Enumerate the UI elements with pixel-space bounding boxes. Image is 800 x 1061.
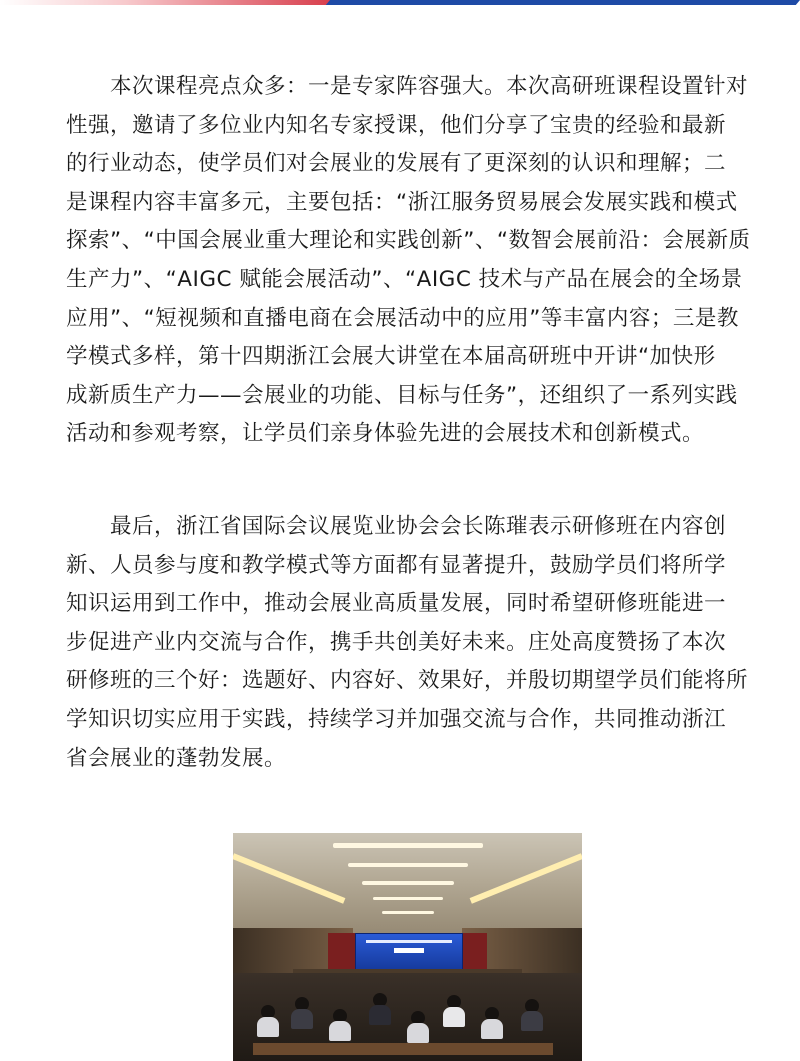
attendee-body bbox=[443, 1007, 465, 1027]
ceiling-light bbox=[333, 843, 483, 848]
ceiling-light bbox=[382, 911, 434, 914]
top-accent-blue bbox=[326, 0, 800, 5]
paragraph-line: 性强，邀请了多位业内知名专家授课，他们分享了宝贵的经验和最新 bbox=[66, 112, 727, 138]
paragraph-line: 学模式多样，第十四期浙江会展大讲堂在本届高研班中开讲“加快形 bbox=[66, 344, 716, 370]
paragraph-line: 知识运用到工作中，推动会展业高质量发展，同时希望研修班能进一 bbox=[66, 591, 727, 617]
attendee-body bbox=[291, 1009, 313, 1029]
paragraph-line: 研修班的三个好：选题好、内容好、效果好，并殷切期望学员们能将所 bbox=[66, 668, 749, 694]
top-accent-red bbox=[0, 0, 360, 5]
conference-photo bbox=[233, 833, 582, 1061]
paragraph-2 bbox=[66, 508, 766, 778]
paragraph-line: 生产力”、“AIGC 赋能会展活动”、“AIGC 技术与产品在展会的全场景 bbox=[66, 266, 743, 292]
paragraph-line: 探索”、“中国会展业重大理论和实践创新”、“数智会展前沿：会展新质 bbox=[66, 228, 751, 254]
stage-screen bbox=[355, 933, 463, 971]
paragraph-line: 应用”、“短视频和直播电商在会展活动中的应用”等丰富内容；三是教 bbox=[66, 305, 739, 331]
attendee-body bbox=[329, 1021, 351, 1041]
ceiling-light bbox=[373, 897, 443, 900]
paragraph-line: 的行业动态，使学员们对会展业的发展有了更深刻的认识和理解；二 bbox=[66, 151, 727, 177]
paragraph-1 bbox=[66, 68, 766, 454]
attendee-body bbox=[521, 1011, 543, 1031]
desk bbox=[253, 1043, 553, 1055]
paragraph-line: 学知识切实应用于实践，持续学习并加强交流与合作，共同推动浙江 bbox=[66, 706, 727, 732]
paragraph-line: 新、人员参与度和教学模式等方面都有显著提升，鼓励学员们将所学 bbox=[66, 552, 727, 578]
top-accent-bar bbox=[0, 0, 800, 5]
side-light-left bbox=[233, 853, 345, 904]
side-light-right bbox=[470, 853, 582, 904]
ceiling-light bbox=[348, 863, 468, 867]
attendee-body bbox=[369, 1005, 391, 1025]
paragraph-line: 是课程内容丰富多元，主要包括：“浙江服务贸易展会发展实践和模式 bbox=[66, 189, 738, 215]
ceiling-light bbox=[362, 881, 454, 885]
attendee-body bbox=[257, 1017, 279, 1037]
screen-title-line bbox=[394, 948, 424, 953]
paragraph-line: 活动和参观考察，让学员们亲身体验先进的会展技术和创新模式。 bbox=[66, 421, 705, 447]
paragraph-line: 省会展业的蓬勃发展。 bbox=[66, 745, 287, 771]
screen-banner-line bbox=[366, 940, 452, 943]
paragraph-line: 最后，浙江省国际会议展览业协会会长陈璀表示研修班在内容创 bbox=[110, 514, 727, 539]
paragraph-line: 本次课程亮点众多：一是专家阵容强大。本次高研班课程设置针对 bbox=[110, 74, 749, 99]
paragraph-line: 成新质生产力——会展业的功能、目标与任务”，还组织了一系列实践 bbox=[66, 382, 738, 408]
paragraph-line: 步促进产业内交流与合作，携手共创美好未来。庄处高度赞扬了本次 bbox=[66, 629, 727, 655]
attendee-body bbox=[407, 1023, 429, 1043]
attendee-body bbox=[481, 1019, 503, 1039]
